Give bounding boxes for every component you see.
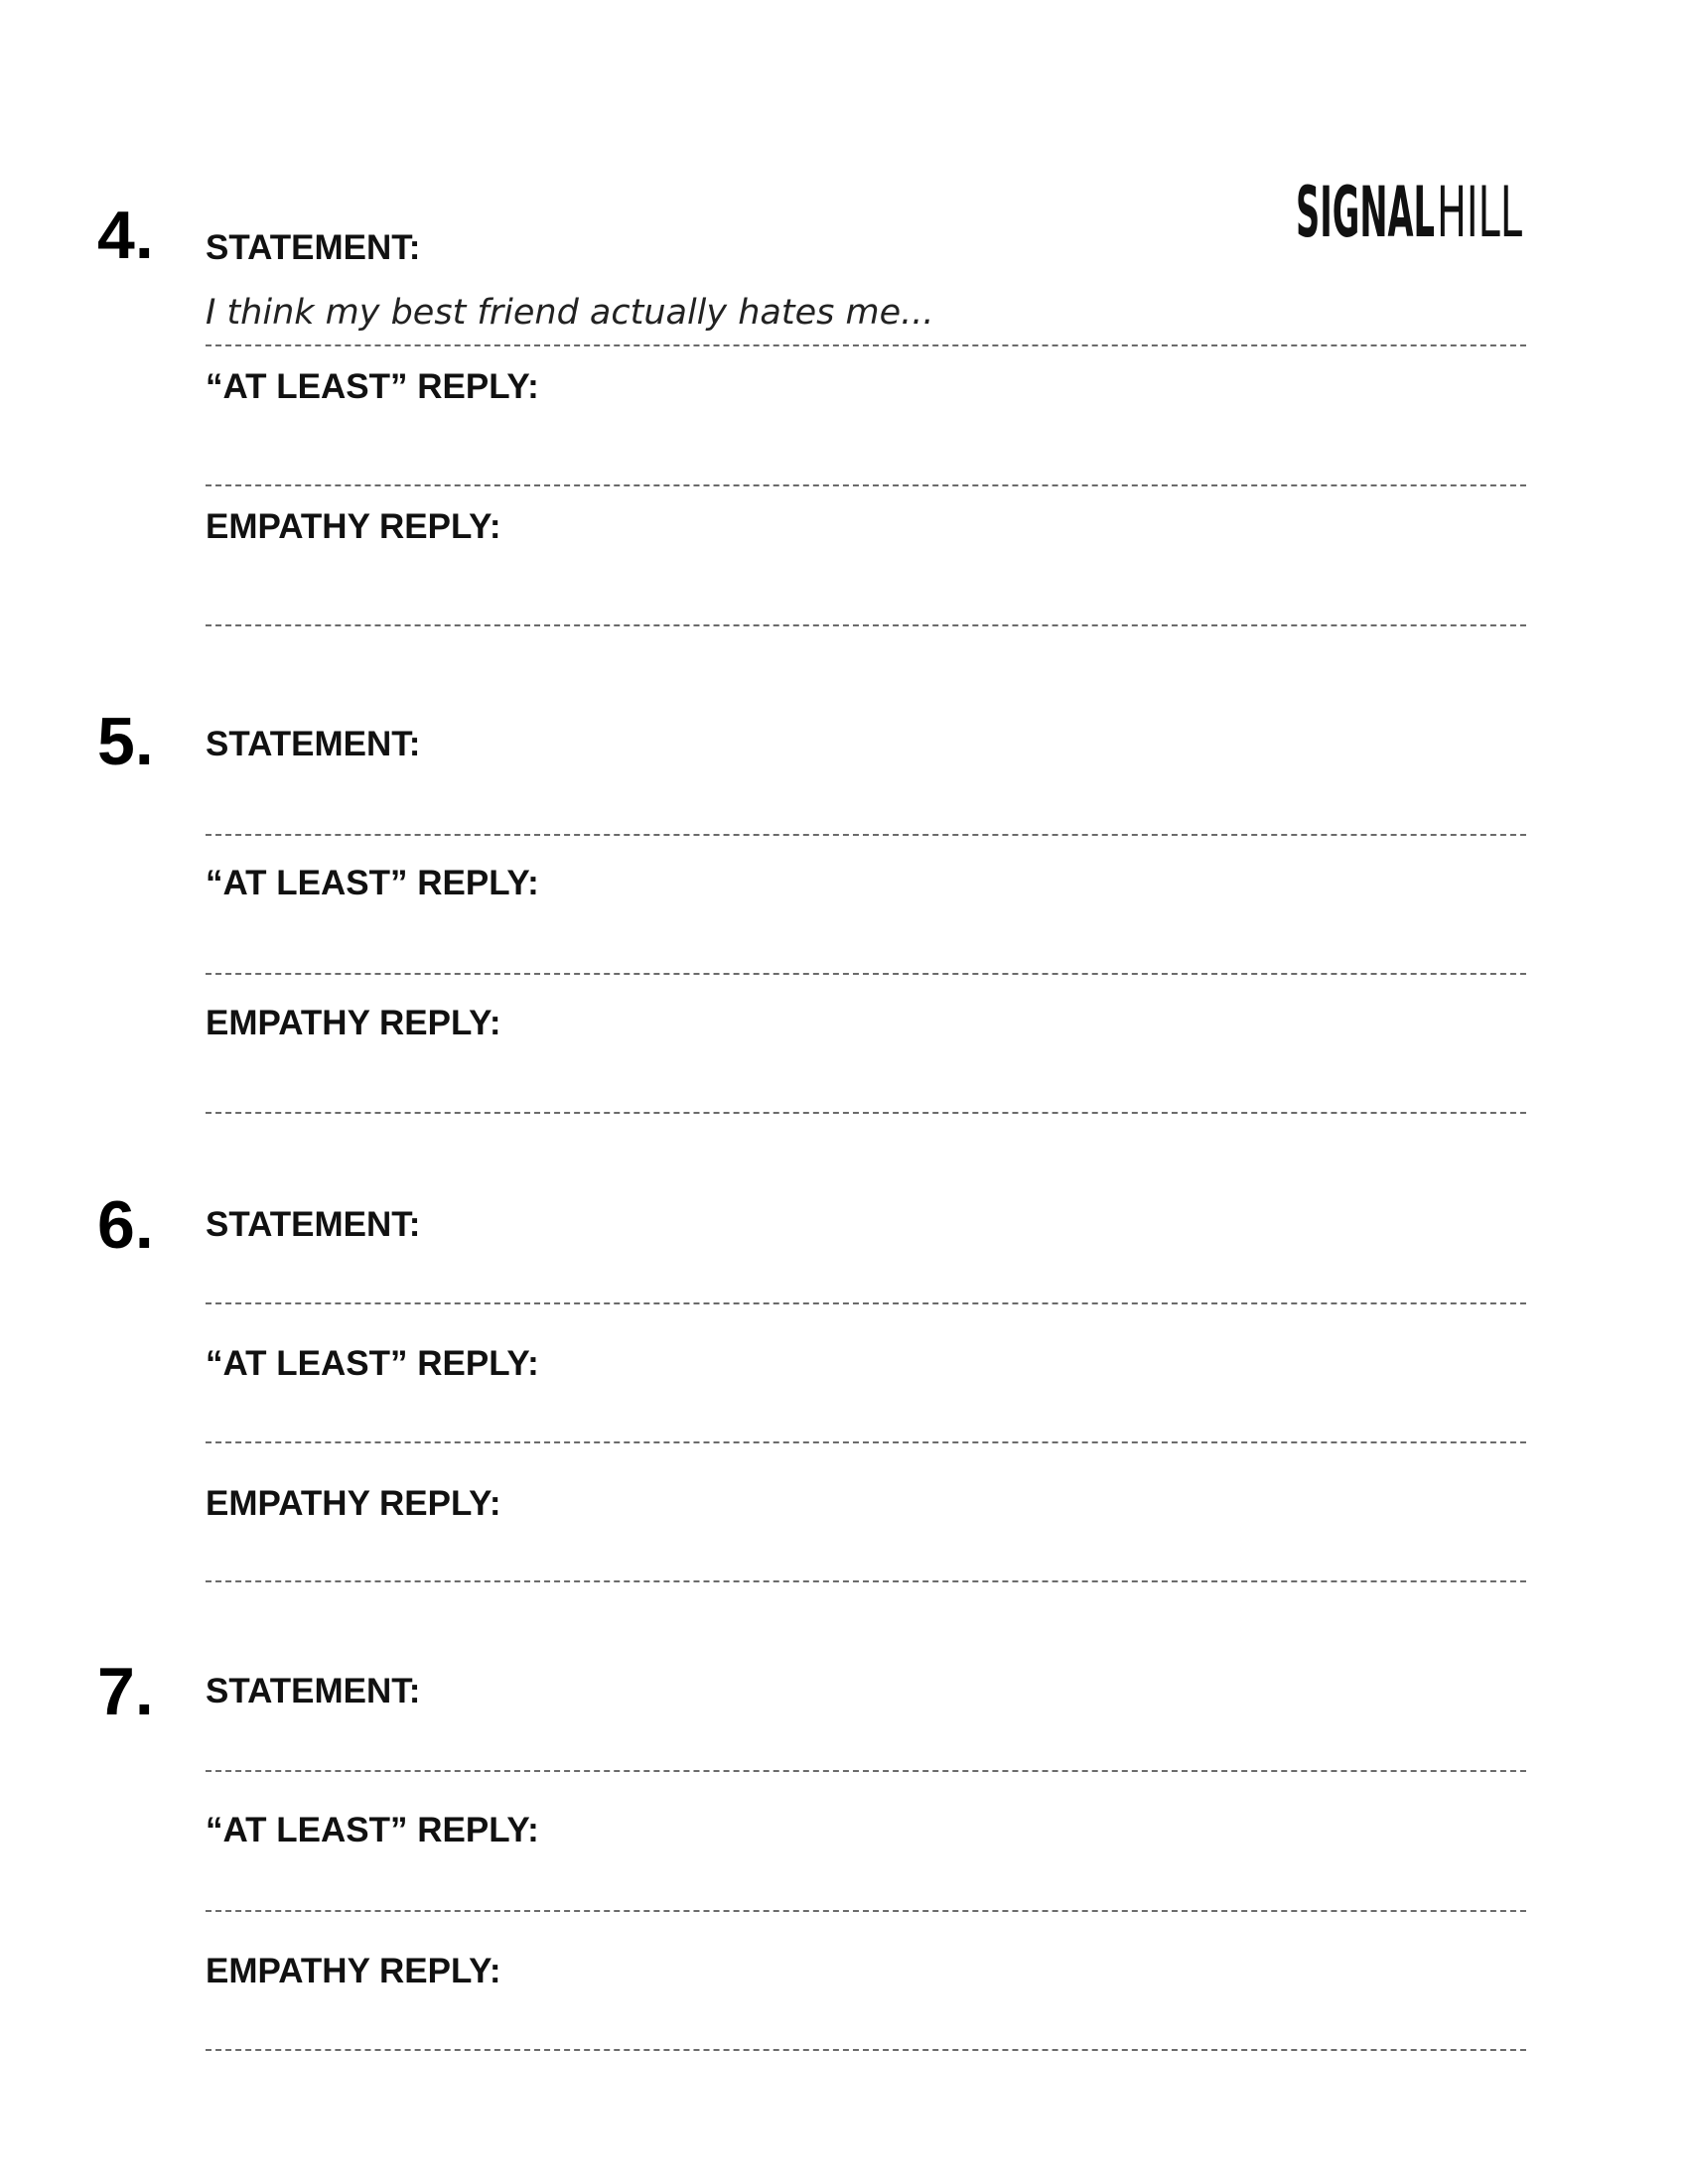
empathy-reply-label: EMPATHY REPLY: — [206, 1484, 501, 1523]
empathy-reply-line[interactable] — [206, 624, 1526, 626]
section-number: 6. — [97, 1187, 154, 1263]
at-least-reply-line[interactable] — [206, 973, 1526, 975]
section-number: 5. — [97, 704, 154, 779]
logo-word-signal: SIGNAL — [1296, 172, 1435, 246]
section-number: 4. — [97, 198, 154, 273]
statement-label: STATEMENT: — [206, 1205, 421, 1244]
at-least-reply-label: “AT LEAST” REPLY: — [206, 864, 539, 902]
logo-word-hill: HILL — [1437, 172, 1522, 246]
statement-label: STATEMENT: — [206, 1672, 421, 1710]
empathy-reply-label: EMPATHY REPLY: — [206, 507, 501, 546]
statement-answer[interactable]: I think my best friend actually hates me... — [206, 293, 934, 333]
empathy-reply-label: EMPATHY REPLY: — [206, 1004, 501, 1042]
empathy-reply-line[interactable] — [206, 1112, 1526, 1114]
signalhill-logo — [1296, 167, 1524, 246]
at-least-reply-label: “AT LEAST” REPLY: — [206, 1811, 539, 1849]
statement-answer-line[interactable] — [206, 1302, 1526, 1304]
statement-answer-line[interactable] — [206, 1770, 1526, 1772]
at-least-reply-label: “AT LEAST” REPLY: — [206, 1344, 539, 1383]
empathy-reply-line[interactable] — [206, 1580, 1526, 1582]
section-number: 7. — [97, 1654, 154, 1729]
statement-label: STATEMENT: — [206, 725, 421, 763]
empathy-reply-label: EMPATHY REPLY: — [206, 1952, 501, 1990]
statement-answer-line[interactable] — [206, 834, 1526, 836]
at-least-reply-line[interactable] — [206, 1910, 1526, 1912]
empathy-reply-line[interactable] — [206, 2049, 1526, 2051]
statement-answer-line — [206, 344, 1526, 346]
at-least-reply-line[interactable] — [206, 484, 1526, 486]
statement-label: STATEMENT: — [206, 228, 421, 267]
at-least-reply-label: “AT LEAST” REPLY: — [206, 367, 539, 406]
at-least-reply-line[interactable] — [206, 1441, 1526, 1443]
signalhill-logo-graphic — [1296, 167, 1524, 246]
